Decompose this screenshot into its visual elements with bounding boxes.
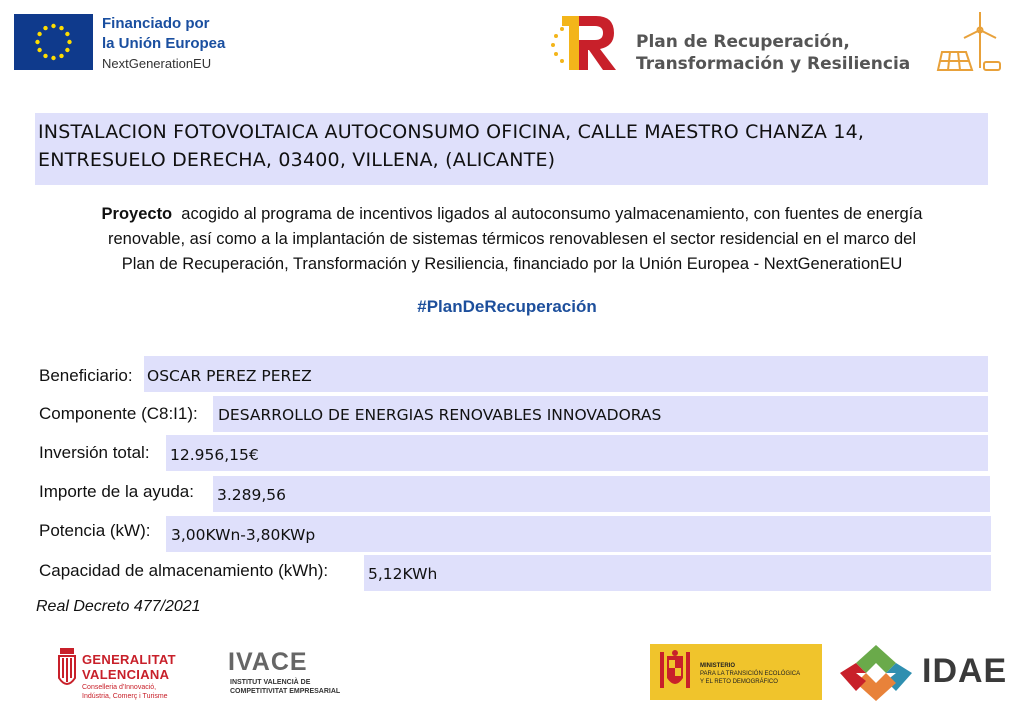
idae-logo-icon [838, 643, 914, 703]
capacidad-value: 5,12KWh [368, 565, 438, 583]
description-line2: renovable, así como a la implantación de sistemas térmicos renovablesen el sector residencial en el marco del [108, 230, 916, 248]
ministerio-line2: PARA LA TRANSICIÓN ECOLÓGICA [700, 671, 801, 677]
gv-line2: VALENCIANA [82, 667, 170, 682]
potencia-label: Potencia (kW): [39, 521, 151, 540]
generalitat-emblem-icon [56, 646, 78, 696]
gv-line4: Indústria, Comerç i Turisme [82, 693, 168, 700]
capacidad-label: Capacidad de almacenamiento (kWh): [39, 561, 329, 580]
beneficiario-label: Beneficiario: [39, 366, 133, 385]
eu-funded-line2: la Unión Europea [102, 35, 226, 52]
project-title: INSTALACION FOTOVOLTAICA AUTOCONSUMO OFICINA, CALLE MAESTRO CHANZA 14, ENTRESUELO DERECHA, 03400, VILLENA, (ALICANTE) [38, 121, 865, 171]
eu-funded-line1: Financiado por [102, 15, 210, 32]
spain-coat-of-arms-icon [656, 648, 694, 696]
inversion-label: Inversión total: [39, 443, 150, 462]
capacidad-value-box [364, 555, 991, 591]
inversion-value: 12.956,15€ [170, 446, 259, 464]
ivace-sub2: COMPETITIVITAT EMPRESARIAL [230, 688, 341, 695]
plan-title-line1: Plan de Recuperación, [636, 32, 850, 52]
inversion-value-box [166, 435, 988, 471]
eu-funded-line3: NextGenerationEU [102, 56, 212, 71]
importe-value: 3.289,56 [217, 486, 287, 504]
componente-label: Componente (C8:I1): [39, 404, 198, 423]
renewable-energy-icon [936, 10, 1006, 76]
description-line1-text: acogido al programa de incentivos ligados al autoconsumo yalmacenamiento, con fuentes de energía [172, 205, 923, 223]
hashtag-plan: #PlanDeRecuperación [417, 297, 597, 316]
real-decreto: Real Decreto 477/2021 [36, 598, 201, 615]
importe-value-box [213, 476, 990, 512]
ivace-sub1: INSTITUT VALENCIÀ DE [230, 679, 311, 686]
eu-flag-logo [14, 14, 93, 70]
potencia-value: 3,00KWn-3,80KWp [171, 526, 316, 544]
description-line1 [30, 202, 994, 227]
componente-value: DESARROLLO DE ENERGIAS RENOVABLES INNOVADORAS [218, 406, 662, 424]
beneficiario-value: OSCAR PEREZ PEREZ [147, 367, 312, 385]
plan-title-line2: Transformación y Resiliencia [636, 54, 911, 74]
description-line3: Plan de Recuperación, Transformación y Resiliencia, financiado por la Unión Europea - NextGenerationEU [121, 255, 903, 273]
importe-label: Importe de la ayuda: [39, 482, 194, 501]
idae-logo-text: IDAE [922, 652, 1008, 690]
gv-line3: Conselleria d'Innovació, [82, 684, 157, 691]
project-description [30, 202, 994, 277]
ministerio-line3: Y EL RETO DEMOGRÁFICO [700, 679, 778, 685]
description-bold-word: Proyecto [101, 205, 173, 223]
ministerio-line1: MINISTERIO [700, 663, 736, 669]
ivace-logo-text: IVACE [228, 648, 308, 676]
eu-stars-icon [14, 14, 93, 70]
gv-line1: GENERALITAT [82, 652, 176, 667]
plan-recuperacion-logo [548, 14, 618, 72]
